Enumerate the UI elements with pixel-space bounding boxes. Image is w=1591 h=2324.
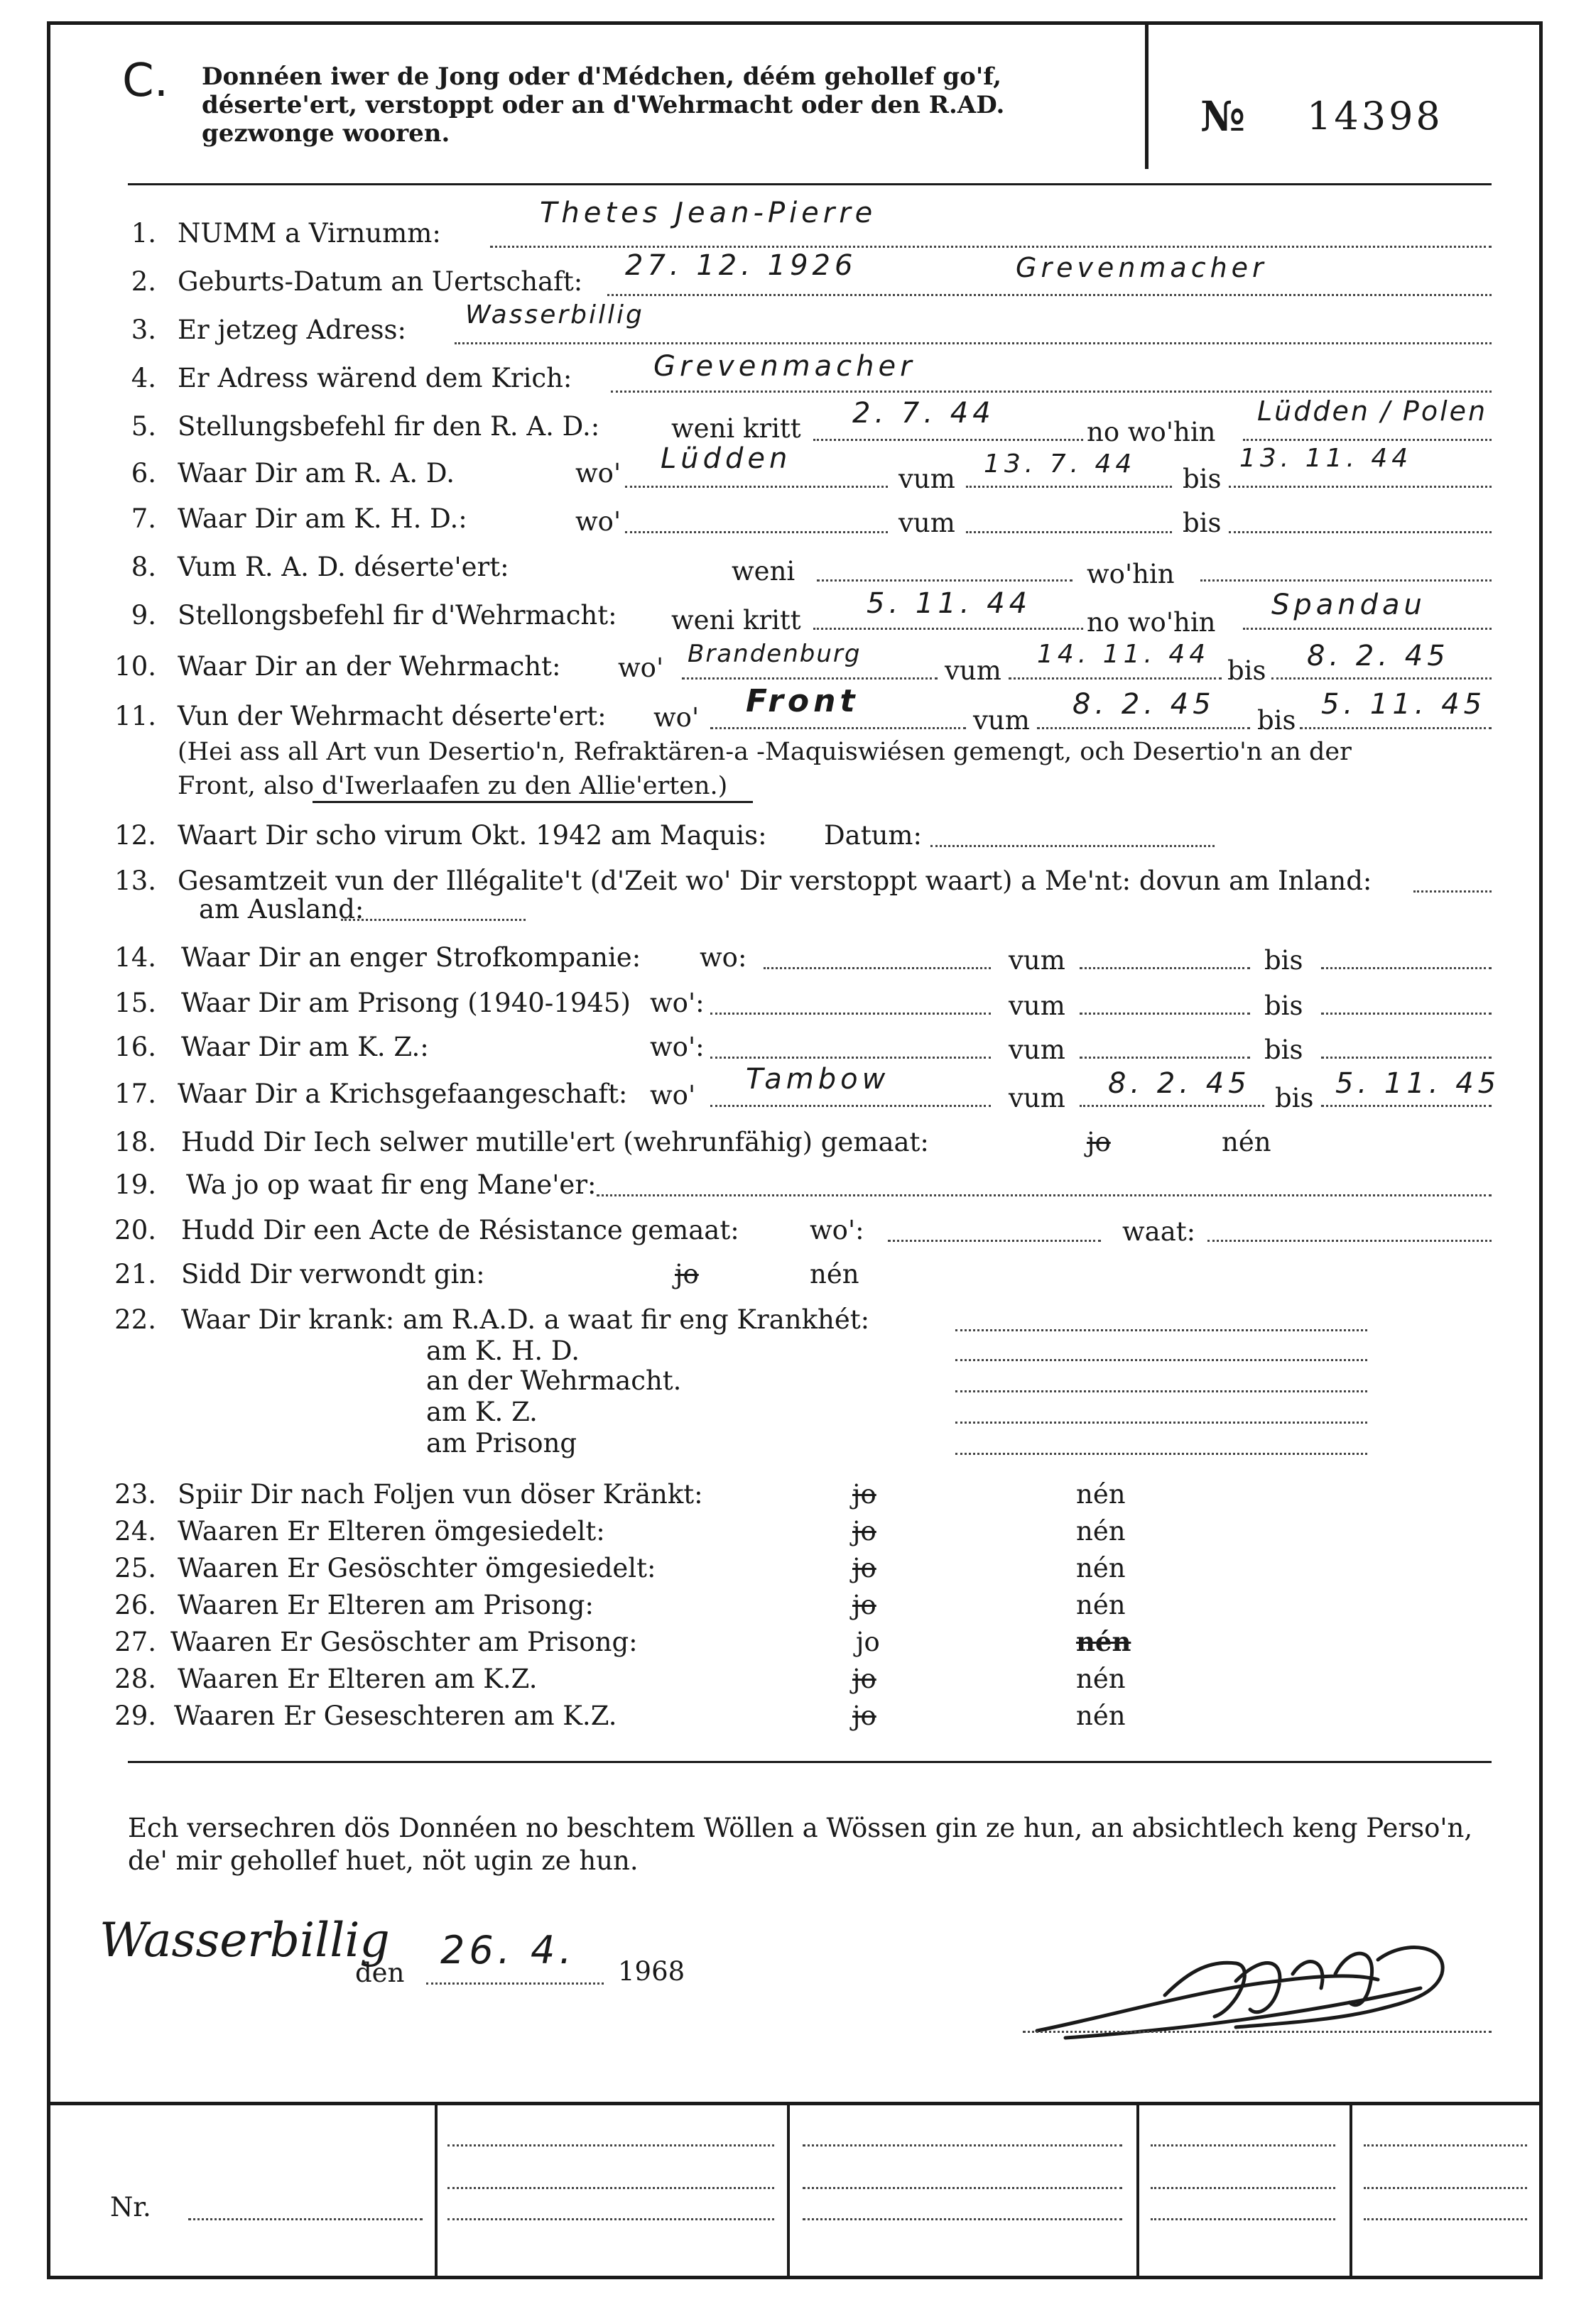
prison-to-line[interactable] [1321,1013,1492,1015]
signing-year: 1968 [618,1956,685,1987]
name-line[interactable] [490,246,1492,248]
wm-place-value: Brandenburg [688,640,862,668]
wm-desert-place-value: Front [746,683,859,719]
wm-desert-label: Vun der Wehrmacht déserte'ert: [178,701,607,731]
signing-date: 26. 4. [440,1928,576,1973]
after-effects-label: Spiir Dir nach Foljen vun döser Kränkt: [178,1479,703,1510]
item-number: 19. [114,1169,156,1200]
item-number: 3. [131,315,156,345]
option-jo-struck[interactable]: jo [852,1701,876,1731]
footer-line[interactable] [803,2144,1122,2146]
kz-from-line[interactable] [1080,1057,1250,1059]
option-jo-struck[interactable]: jo [675,1259,699,1289]
illness-wehrmacht: an der Wehrmacht. [426,1365,682,1396]
name-label: NUMM a Virnumm: [178,218,441,249]
resistance-what-line[interactable] [1207,1240,1492,1242]
bis-label: bis [1257,705,1296,736]
illness-rad-line[interactable] [955,1329,1367,1331]
option-jo-struck[interactable]: jo [852,1516,876,1546]
option-nen[interactable]: nén [1076,1553,1126,1583]
wo-label: wo' [575,458,621,489]
item-number: 28. [114,1664,156,1694]
footer-line[interactable] [447,2187,774,2189]
wm-desert-from-line[interactable] [1037,727,1250,729]
item-number: 6. [131,458,156,489]
footer-col-divider [1136,2102,1139,2279]
inland-line[interactable] [1413,890,1492,893]
item-number: 2. [131,266,156,297]
kz-place-line[interactable] [710,1057,991,1059]
wm-desert-to-value: 5. 11. 45 [1321,688,1487,721]
pow-place-value: Tambow [746,1063,890,1096]
wm-when-value: 5. 11. 44 [867,587,1032,620]
wm-where-label: no wo'hin [1087,607,1216,638]
item-number: 15. [114,988,156,1018]
wo-label: wo': [650,1032,705,1062]
kz-label: Waar Dir am K. Z.: [181,1032,429,1062]
parents-prison-label: Waaren Er Elteren am Prisong: [178,1590,594,1620]
war-address-label: Er Adress wärend dem Krich: [178,363,572,393]
header-divider [1145,21,1149,169]
form-title: Donnéen iwer de Jong oder d'Médchen, déém gehollef go'f, déserte'ert, verstoppt oder an d'Wehrmacht oder den R.AD. gezwonge wooren. [202,62,1005,148]
footer-top-rule [47,2102,1543,2105]
option-nen[interactable]: nén [1076,1701,1126,1731]
maquis-date-line[interactable] [930,845,1215,847]
item-number: 29. [114,1701,156,1731]
war-address-line[interactable] [611,391,1492,393]
item-number: 18. [114,1127,156,1157]
wo-label: wo' [575,506,621,537]
wm-place-line[interactable] [682,677,938,680]
mutilation-label: Hudd Dir Iech selwer mutille'ert (wehrunfähig) gemaat: [181,1127,929,1157]
illness-khd: am K. H. D. [426,1336,580,1366]
section-letter: C. [122,55,169,107]
section-separator [128,1761,1492,1763]
item-number: 17. [114,1079,156,1109]
item-number: 8. [131,552,156,582]
bis-label: bis [1183,508,1222,538]
item-number: 5. [131,411,156,442]
bis-label: bis [1275,1083,1314,1113]
option-nen[interactable]: nén [1076,1516,1126,1546]
parents-resettled-label: Waaren Er Elteren ömgesiedelt: [178,1516,605,1546]
penal-from-line[interactable] [1080,967,1250,969]
item-number: 12. [114,820,156,851]
den-label: den [355,1958,405,1988]
resistance-place-line[interactable] [888,1240,1101,1242]
option-jo-struck[interactable]: jo [852,1479,876,1510]
rad-label: Waar Dir am R. A. D. [178,458,455,489]
khd-to-line[interactable] [1229,531,1492,533]
rad-from-line[interactable] [966,486,1172,488]
wo-label: wo: [700,942,747,973]
vum-label: vum [945,655,1001,686]
parents-kz-label: Waaren Er Elteren am K.Z. [178,1664,538,1694]
rad-desert-label: Vum R. A. D. déserte'ert: [178,552,509,582]
vum-label: vum [1009,991,1065,1021]
form-number: 14398 [1307,94,1443,138]
item-number: 20. [114,1215,156,1245]
illness-kz: am K. Z. [426,1397,538,1427]
bis-label: bis [1264,991,1303,1021]
pow-place-line[interactable] [710,1105,991,1107]
item-number: 7. [131,503,156,534]
rad-place-value: Lüdden [661,442,792,475]
rad-order-label: Stellungsbefehl fir den R. A. D.: [178,411,600,442]
war-address-value: Grevenmacher [653,350,916,383]
rad-from-value: 13. 7. 44 [984,449,1136,479]
resistance-label: Hudd Dir een Acte de Résistance gemaat: [181,1215,739,1245]
item-number: 13. [114,866,156,896]
illness-prison: am Prisong [426,1428,577,1458]
header-rule [128,183,1492,185]
rad-where-value: Lüdden / Polen [1257,395,1488,427]
kz-to-line[interactable] [1321,1057,1492,1059]
option-nen[interactable]: nén [1076,1664,1126,1694]
address-label: Er jetzeg Adress: [178,315,406,345]
penal-place-line[interactable] [764,967,991,969]
nr-label: Nr. [110,2192,151,2222]
item-number: 25. [114,1553,156,1583]
address-value: Wasserbillig [465,300,644,329]
handwritten-underline [313,801,753,803]
option-nen-struck[interactable]: nén [1076,1626,1131,1657]
wehrmacht-label: Waar Dir an der Wehrmacht: [178,651,561,682]
desertion-note: (Hei ass all Art vun Desertio'n, Refraktären-a -Maquiswiésen gemengt, och Desertio'n an der [178,738,1352,766]
vum-label: vum [1009,945,1065,976]
wm-where-value: Spandau [1271,589,1426,621]
signing-place: Wasserbillig [99,1913,390,1968]
ausland-line[interactable] [341,919,526,921]
khd-label: Waar Dir am K. H. D.: [178,503,467,534]
footer-line[interactable] [1364,2187,1527,2189]
option-nen[interactable]: nén [1222,1127,1271,1157]
option-jo-struck[interactable]: jo [852,1590,876,1620]
pow-to-value: 5. 11. 45 [1335,1067,1501,1100]
number-symbol: № [1200,92,1246,141]
rad-where-line[interactable] [1243,439,1492,441]
wm-desert-from-value: 8. 2. 45 [1073,688,1215,721]
address-line[interactable] [455,342,1492,344]
wm-desert-to-line[interactable] [1300,727,1492,729]
rad-desert-where-line[interactable] [1200,579,1492,582]
wo-label: wo': [810,1215,864,1245]
illegality-label: Gesamtzeit vun der Illégalite't (d'Zeit wo' Dir verstoppt waart) a Me'nt: dovun am Inland: [178,866,1372,896]
prison-place-line[interactable] [710,1013,991,1015]
item-number: 27. [114,1627,156,1657]
wo-label: wo' [618,653,664,683]
manner-line[interactable] [597,1194,1492,1196]
siblings-resettled-label: Waaren Er Gesöschter ömgesiedelt: [178,1553,656,1583]
weni-label: weni [732,556,796,587]
option-nen[interactable]: nén [810,1259,859,1289]
item-number: 16. [114,1032,156,1062]
item-number: 9. [131,600,156,631]
vum-label: vum [898,464,955,494]
wo-label: wo': [650,988,705,1018]
option-jo-struck[interactable]: jo [852,1553,876,1583]
illness-khd-line[interactable] [955,1359,1367,1361]
bis-label: bis [1264,945,1303,976]
item-number: 14. [114,942,156,973]
birth-place-value: Grevenmacher [1016,252,1268,283]
footer-col-divider [435,2102,438,2279]
bis-label: bis [1227,655,1266,686]
vum-label: vum [973,705,1030,736]
item-number: 23. [114,1479,156,1510]
penal-to-line[interactable] [1321,967,1492,969]
prison-label: Waar Dir am Prisong (1940-1945) [181,988,631,1018]
wm-to-value: 8. 2. 45 [1307,640,1450,672]
rad-to-value: 13. 11. 44 [1239,444,1413,473]
option-jo-struck[interactable]: jo [852,1664,876,1694]
waat-label: waat: [1122,1216,1196,1247]
rad-when-line[interactable] [813,439,1083,441]
pow-from-value: 8. 2. 45 [1108,1067,1251,1100]
wm-when-line[interactable] [813,628,1083,630]
signing-date-line[interactable] [426,1982,604,1985]
footer-col-divider [787,2102,790,2279]
bis-label: bis [1183,464,1222,494]
maquis-label: Waart Dir scho virum Okt. 1942 am Maquis: [178,820,767,851]
illness-prison-line[interactable] [955,1453,1367,1455]
footer-line[interactable] [447,2218,774,2220]
vum-label: vum [898,508,955,538]
rad-to-line[interactable] [1229,486,1492,488]
footer-line[interactable] [803,2218,1122,2220]
bis-label: bis [1264,1035,1303,1065]
wo-label: wo' [650,1080,696,1111]
datum-label: Datum: [824,820,922,851]
wm-when-label: weni kritt [671,605,801,635]
option-nen[interactable]: nén [1076,1590,1126,1620]
siblings-prison-label: Waaren Er Gesöschter am Prisong: [170,1627,638,1657]
manner-label: Wa jo op waat fir eng Mane'er: [186,1169,597,1200]
rad-where-label: no wo'hin [1087,417,1216,447]
footer-col-divider [1350,2102,1352,2279]
wohin-label: wo'hin [1087,559,1175,589]
option-nen[interactable]: nén [1076,1479,1126,1510]
wm-from-value: 14. 11. 44 [1037,640,1210,669]
wm-from-line[interactable] [1009,677,1222,680]
item-number: 1. [131,218,156,249]
khd-from-line[interactable] [966,531,1172,533]
rad-place-line[interactable] [625,486,888,488]
siblings-kz-label: Waaren Er Geseschteren am K.Z. [174,1701,617,1731]
illness-kz-line[interactable] [955,1422,1367,1424]
footer-line[interactable] [1364,2218,1527,2220]
illness-wm-line[interactable] [955,1390,1367,1392]
birth-line[interactable] [607,294,1492,296]
wm-desert-place-line[interactable] [710,727,966,729]
vum-label: vum [1009,1035,1065,1065]
wm-where-line[interactable] [1243,628,1492,630]
footer-line[interactable] [1364,2144,1527,2146]
wehrmacht-order-label: Stellongsbefehl fir d'Wehrmacht: [178,600,617,631]
footer-line[interactable] [1151,2218,1335,2220]
penal-company-label: Waar Dir an enger Strofkompanie: [181,942,641,973]
item-number: 26. [114,1590,156,1620]
khd-place-line[interactable] [625,531,888,533]
item-number: 24. [114,1516,156,1546]
pow-from-line[interactable] [1080,1105,1264,1107]
name-value: Thetes Jean-Pierre [540,197,877,229]
pow-label: Waar Dir a Krichsgefaangeschaft: [178,1079,628,1109]
item-number: 11. [114,701,156,731]
footer-line[interactable] [447,2144,774,2146]
item-number: 22. [114,1304,156,1335]
wounded-label: Sidd Dir verwondt gin: [181,1259,485,1289]
item-number: 4. [131,363,156,393]
footer-line[interactable] [1151,2187,1335,2189]
nr-line[interactable] [188,2218,423,2220]
wm-to-line[interactable] [1271,677,1492,680]
pow-to-line[interactable] [1321,1105,1492,1107]
wo-label: wo' [653,702,700,733]
desertion-note-2: Front, also d'Iwerlaafen zu den Allie'erten.) [178,772,728,800]
signature-line[interactable] [1023,2031,1492,2033]
prison-from-line[interactable] [1080,1013,1250,1015]
birth-date-value: 27. 12. 1926 [625,249,857,282]
option-jo[interactable]: jo [856,1627,880,1657]
footer-line[interactable] [1151,2144,1335,2146]
illness-label: Waar Dir krank: am R.A.D. a waat fir eng Krankhét: [181,1304,870,1335]
rad-when-label: weni kritt [671,413,801,444]
signature [1023,1931,1477,2059]
item-number: 21. [114,1259,156,1289]
birth-label: Geburts-Datum an Uertschaft: [178,266,583,297]
footer-line[interactable] [803,2187,1122,2189]
rad-when-value: 2. 7. 44 [852,397,995,430]
vum-label: vum [1009,1083,1065,1113]
option-jo-struck[interactable]: jo [1087,1127,1111,1157]
item-number: 10. [114,651,156,682]
declaration-text: Ech versechren dös Donnéen no beschtem Wöllen a Wössen gin ze hun, an absichtlech keng Perso'n, de' mir gehollef huet, nöt ugin ze hun. [128,1813,1473,1876]
rad-desert-when-line[interactable] [817,579,1073,582]
ausland-label: am Ausland: [199,894,364,924]
